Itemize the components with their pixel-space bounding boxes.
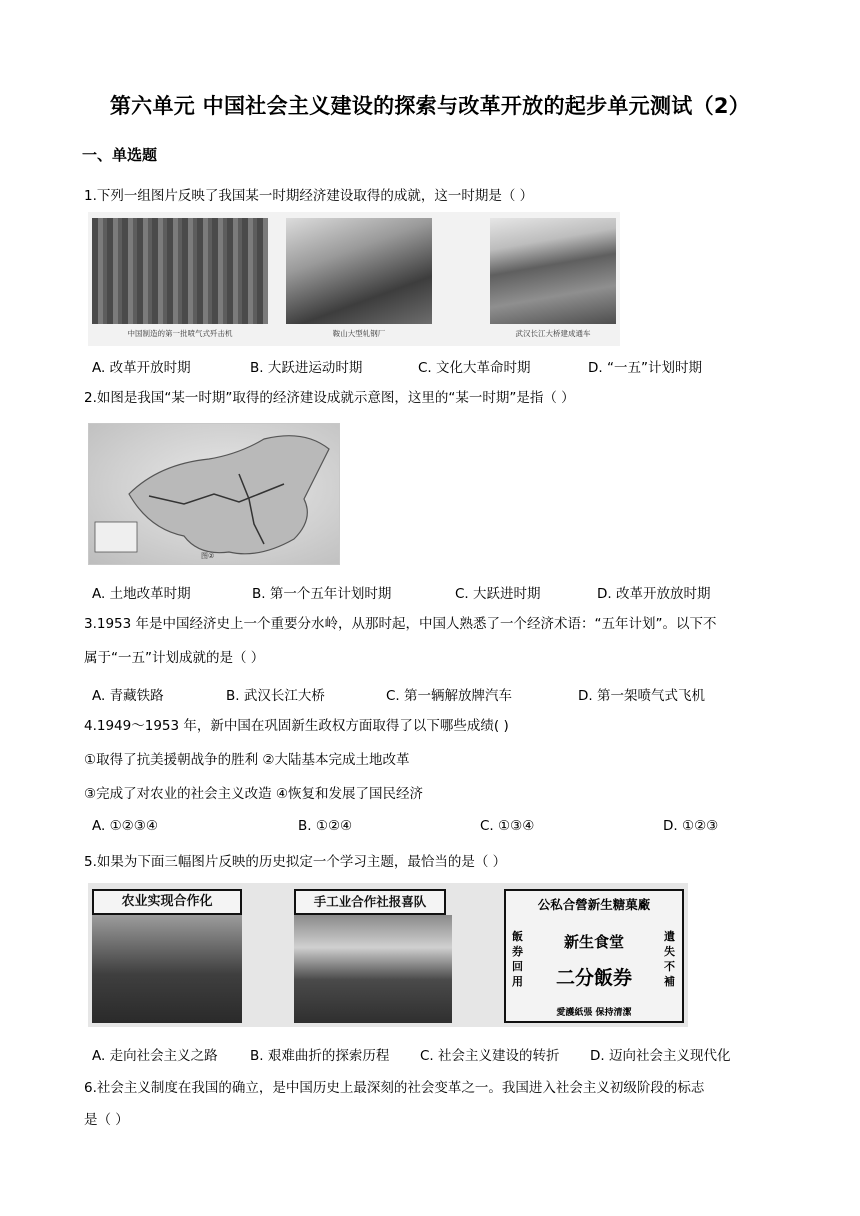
ticket-header: 公私合營新生糖菓廠	[537, 897, 651, 912]
section-heading: 一、单选题	[82, 146, 158, 164]
ticket-left-note: 飯券回用	[512, 930, 523, 988]
option-c[interactable]: C. 文化大革命时期	[418, 360, 531, 376]
photo-caption: 中国制造的第一批喷气式歼击机	[127, 329, 233, 338]
option-b[interactable]: B. 大跃进运动时期	[250, 360, 363, 376]
option-c[interactable]: C. ①③④	[480, 818, 535, 834]
ticket-value: 二分飯券	[555, 967, 632, 989]
option-d[interactable]: D. 迈向社会主义现代化	[590, 1048, 731, 1064]
agriculture-coop-photo	[92, 915, 242, 1023]
question-2-text: 2.如图是我国“某一时期”取得的经济建设成就示意图，这里的“某一时期”是指（ ）	[84, 390, 575, 406]
question-6-text-line1: 6.社会主义制度在我国的确立，是中国历史上最深刻的社会变革之一。我国进入社会主义初级阶段的标志	[84, 1080, 705, 1096]
option-a[interactable]: A. 改革开放时期	[92, 360, 191, 376]
question-5-photo-strip	[88, 883, 688, 1027]
option-b[interactable]: B. 武汉长江大桥	[226, 688, 325, 704]
option-d[interactable]: D. “一五”计划时期	[588, 360, 702, 376]
photo-caption: 鞍山大型轧钢厂	[332, 329, 386, 338]
option-a[interactable]: A. 土地改革时期	[92, 586, 191, 602]
photo-caption: 武汉长江大桥建成通车	[515, 329, 591, 338]
option-b[interactable]: B. 艰难曲折的探索历程	[250, 1048, 390, 1064]
meal-ticket-image	[504, 889, 684, 1023]
question-3-text-line2: 属于“一五”计划成就的是（ ）	[84, 650, 265, 666]
option-b[interactable]: B. ①②④	[298, 818, 353, 834]
ticket-right-note: 遺失不補	[664, 930, 675, 988]
steel-plant-photo	[286, 218, 432, 324]
option-c[interactable]: C. 第一辆解放牌汽车	[386, 688, 513, 704]
option-d[interactable]: D. 改革开放放时期	[597, 586, 711, 602]
question-4-text: 4.1949～1953 年，新中国在巩固新生政权方面取得了以下哪些成绩( )	[84, 718, 509, 734]
option-d[interactable]: D. 第一架喷气式飞机	[578, 688, 705, 704]
yangtze-bridge-photo	[490, 218, 616, 324]
map-outline-icon	[89, 424, 339, 564]
question-3-text-line1: 3.1953 年是中国经济史上一个重要分水岭，从那时起，中国人熟悉了一个经济术语：“五年计划”。以下不	[84, 616, 717, 632]
panel-1-title: 农业实现合作化	[92, 889, 242, 915]
option-a[interactable]: A. 走向社会主义之路	[92, 1048, 218, 1064]
page-title: 第六单元 中国社会主义建设的探索与改革开放的起步单元测试（2）	[109, 94, 751, 118]
option-a[interactable]: A. 青藏铁路	[92, 688, 164, 704]
ticket-footer: 愛護紙張 保持清潔	[556, 1008, 632, 1018]
map-label: 图②	[201, 552, 215, 560]
question-1-text: 1.下列一组图片反映了我国某一时期经济建设取得的成就，这一时期是（ ）	[84, 188, 534, 204]
option-b[interactable]: B. 第一个五年计划时期	[252, 586, 392, 602]
option-c[interactable]: C. 社会主义建设的转折	[420, 1048, 560, 1064]
option-c[interactable]: C. 大跃进时期	[455, 586, 541, 602]
question-6-text-line2: 是（ ）	[84, 1112, 129, 1128]
question-1-photo-strip	[88, 212, 620, 346]
panel-2-title: 手工业合作社报喜队	[294, 889, 446, 915]
question-5-text: 5.如果为下面三幅图片反映的历史拟定一个学习主题，最恰当的是（ ）	[84, 854, 507, 870]
question-4-items-line2: ③完成了对农业的社会主义改造 ④恢复和发展了国民经济	[84, 786, 423, 802]
jet-fighter-photo	[92, 218, 268, 324]
china-map-image	[88, 423, 340, 565]
handicraft-coop-photo	[294, 915, 452, 1023]
option-d[interactable]: D. ①②③	[663, 818, 719, 834]
option-a[interactable]: A. ①②③④	[92, 818, 158, 834]
ticket-canteen: 新生食堂	[563, 933, 624, 951]
question-4-items-line1: ①取得了抗美援朝战争的胜利 ②大陆基本完成土地改革	[84, 752, 410, 768]
